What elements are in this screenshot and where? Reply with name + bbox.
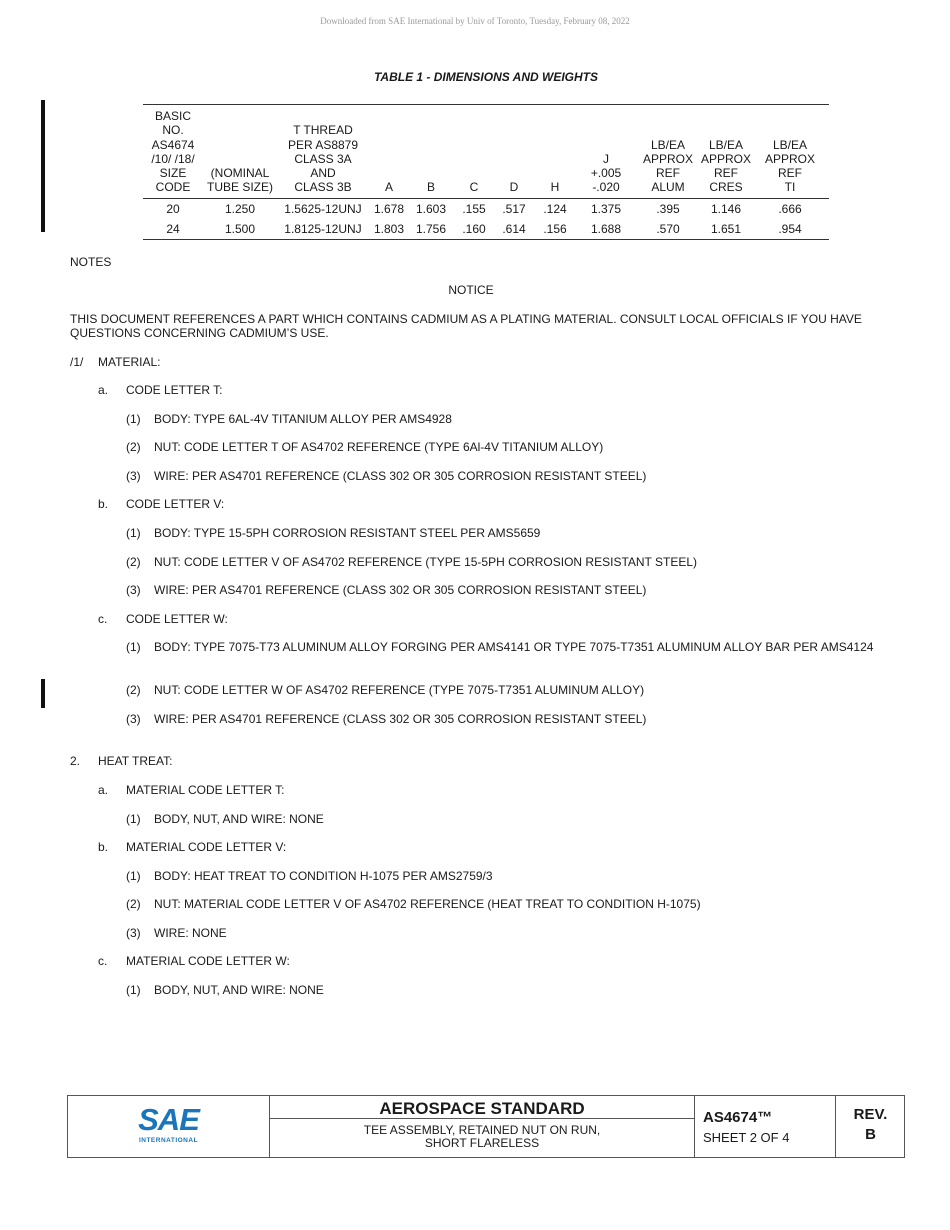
logo-cell: [68, 1096, 270, 1157]
col-header-h: H: [533, 105, 577, 199]
col-header-thread: T THREAD PER AS8879 CLASS 3A AND CLASS 3B: [277, 105, 369, 199]
col-header-weight-alum: LB/EA APPROX REF ALUM: [635, 105, 701, 199]
sub-label: b.: [98, 497, 109, 511]
table-cell: 24: [143, 219, 203, 240]
sae-logo-wordmark: SAE: [138, 1102, 199, 1137]
standard-type: AEROSPACE STANDARD: [379, 1099, 585, 1118]
table-cell: 1.5625-12UNJ: [284, 202, 362, 217]
item-text: BODY: TYPE 15-5PH CORROSION RESISTANT STEEL PER AMS5659: [154, 526, 541, 540]
col-header-j: J +.005 -.020: [577, 105, 635, 199]
table-cell: .614: [495, 219, 533, 240]
item-number: (2): [126, 555, 141, 569]
table-cell: 1.375: [590, 202, 622, 217]
item-number: (3): [126, 712, 141, 726]
table-cell: .155: [462, 202, 486, 217]
item-number: (1): [126, 526, 141, 540]
note-number: 2.: [70, 754, 81, 768]
revision-change-bar: [41, 100, 45, 232]
table-cell: .124: [543, 202, 567, 217]
item-text: WIRE: PER AS4701 REFERENCE (CLASS 302 OR 305 CORROSION RESISTANT STEEL): [154, 712, 647, 726]
doc-number-cell: [695, 1096, 836, 1157]
document-title-line2: SHORT FLARELESS: [424, 1136, 540, 1150]
item-number: (1): [126, 869, 141, 883]
col-header-d: D: [495, 105, 533, 199]
sub-label: b.: [98, 840, 109, 854]
table-cell: 1.688: [577, 219, 635, 240]
item-text: NUT: MATERIAL CODE LETTER V OF AS4702 REFERENCE (HEAT TREAT TO CONDITION H-1075): [154, 897, 701, 911]
col-header-a: A: [369, 105, 409, 199]
item-text: BODY: TYPE 6AL-4V TITANIUM ALLOY PER AMS4928: [154, 412, 452, 426]
table-cell: 1.651: [701, 219, 751, 240]
col-header-weight-cres: LB/EA APPROX REF CRES: [701, 105, 751, 199]
item-text: NUT: CODE LETTER W OF AS4702 REFERENCE (TYPE 7075-T7351 ALUMINUM ALLOY): [154, 683, 645, 697]
item-text: BODY: TYPE 7075-T73 ALUMINUM ALLOY FORGING PER AMS4141 OR TYPE 7075-T7351 ALUMINUM ALLOY BAR PER AMS4124: [154, 640, 874, 654]
sae-logo: [68, 1104, 269, 1144]
title-block: [67, 1095, 905, 1158]
table-title: TABLE 1 - DIMENSIONS AND WEIGHTS: [373, 70, 598, 84]
table-header-row: [143, 105, 829, 199]
revision-label: REV.: [853, 1106, 888, 1123]
sub-title: MATERIAL CODE LETTER T:: [126, 783, 285, 797]
revision-change-bar: [41, 679, 45, 708]
download-watermark: Downloaded from SAE International by Univ of Toronto, Tuesday, February 08, 2022: [320, 16, 630, 26]
table-cell: .570: [635, 219, 701, 240]
item-number: (1): [126, 812, 141, 826]
item-number: (1): [126, 640, 141, 654]
note-title-material: MATERIAL:: [98, 355, 161, 369]
item-text: WIRE: PER AS4701 REFERENCE (CLASS 302 OR 305 CORROSION RESISTANT STEEL): [154, 469, 647, 483]
item-number: (3): [126, 926, 141, 940]
notice-text: THIS DOCUMENT REFERENCES A PART WHICH CONTAINS CADMIUM AS A PLATING MATERIAL. CONSULT LOCAL OFFICIALS IF YOU HAVE QUESTIONS CONCERNING CADMIUM’S USE.: [70, 312, 862, 340]
sub-title: MATERIAL CODE LETTER V:: [126, 840, 287, 854]
item-text: BODY, NUT, AND WIRE: NONE: [154, 812, 324, 826]
item-number: (3): [126, 583, 141, 597]
col-header-c: C: [453, 105, 495, 199]
title-cell: [270, 1096, 695, 1157]
sheet-number: SHEET 2 OF 4: [703, 1130, 790, 1145]
item-number: (2): [126, 683, 141, 697]
table-cell: 1.8125-12UNJ: [277, 219, 369, 240]
col-header-tube-size: (NOMINAL TUBE SIZE): [203, 105, 277, 199]
sub-label: a.: [98, 383, 109, 397]
table-cell: 1.250: [224, 202, 256, 217]
document-title: [270, 1124, 694, 1150]
note-title-heat-treat: HEAT TREAT:: [98, 754, 173, 768]
item-text: BODY: HEAT TREAT TO CONDITION H-1075 PER AMS2759/3: [154, 869, 493, 883]
dimensions-table: [143, 104, 829, 240]
revision-cell: [836, 1096, 905, 1157]
sub-label: c.: [98, 612, 108, 626]
item-number: (1): [126, 412, 141, 426]
item-number: (2): [126, 440, 141, 454]
table-cell: .395: [656, 202, 680, 217]
table-cell: 1.500: [203, 219, 277, 240]
sub-label: a.: [98, 783, 109, 797]
note-number: /1/: [70, 355, 84, 369]
table-cell: 20: [166, 202, 180, 217]
table-cell: .666: [778, 202, 802, 217]
sub-title: CODE LETTER V:: [126, 497, 225, 511]
table-row: [143, 198, 829, 219]
item-number: (3): [126, 469, 141, 483]
col-header-size-code: BASIC NO. AS4674 /10/ /18/ SIZE CODE: [143, 105, 203, 199]
table-cell: 1.146: [710, 202, 742, 217]
item-text: NUT: CODE LETTER V OF AS4702 REFERENCE (TYPE 15-5PH CORROSION RESISTANT STEEL): [154, 555, 698, 569]
table-cell: 1.803: [369, 219, 409, 240]
table-cell: 1.603: [415, 202, 447, 217]
item-text: WIRE: NONE: [154, 926, 227, 940]
document-title-line1: TEE ASSEMBLY, RETAINED NUT ON RUN,: [363, 1123, 601, 1137]
table-cell: .160: [453, 219, 495, 240]
divider: [270, 1118, 694, 1119]
notes-heading: NOTES: [70, 255, 112, 269]
sub-title: CODE LETTER T:: [126, 383, 223, 397]
table-cell: 1.756: [409, 219, 453, 240]
revision-value: B: [865, 1126, 876, 1143]
table-cell: .156: [533, 219, 577, 240]
table-cell: .954: [751, 219, 829, 240]
document-number: AS4674™: [703, 1109, 773, 1126]
col-header-b: B: [409, 105, 453, 199]
item-text: BODY, NUT, AND WIRE: NONE: [154, 983, 324, 997]
item-text: WIRE: PER AS4701 REFERENCE (CLASS 302 OR 305 CORROSION RESISTANT STEEL): [154, 583, 647, 597]
item-number: (2): [126, 897, 141, 911]
sub-title: CODE LETTER W:: [126, 612, 228, 626]
notice-title: NOTICE: [448, 283, 494, 297]
table-row: [143, 219, 829, 240]
sae-logo-sub: INTERNATIONAL: [138, 1137, 199, 1144]
col-header-weight-ti: LB/EA APPROX REF TI: [751, 105, 829, 199]
item-text: NUT: CODE LETTER T OF AS4702 REFERENCE (TYPE 6Al-4V TITANIUM ALLOY): [154, 440, 604, 454]
sub-title: MATERIAL CODE LETTER W:: [126, 954, 290, 968]
table-cell: .517: [502, 202, 526, 217]
table-cell: 1.678: [373, 202, 405, 217]
sub-label: c.: [98, 954, 108, 968]
item-number: (1): [126, 983, 141, 997]
